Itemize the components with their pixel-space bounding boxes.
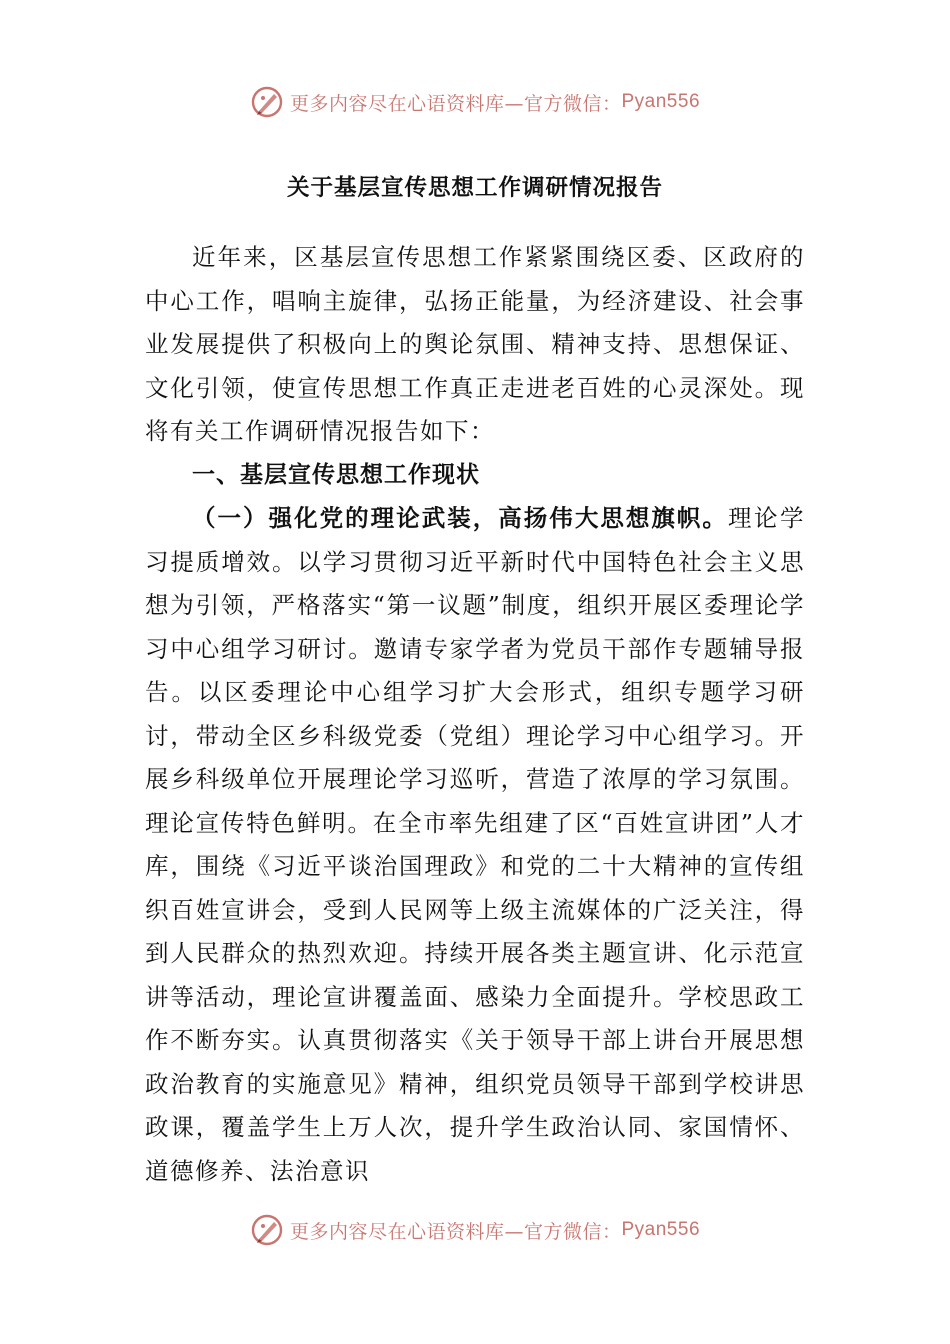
quill-logo-icon bbox=[250, 85, 284, 119]
document-body bbox=[145, 236, 805, 1193]
intro-paragraph: 近年来，区基层宣传思想工作紧紧围绕区委、区政府的中心工作，唱响主旋律，弘扬正能量，为经济建设、社会事业发展提供了积极向上的舆论氛围、精神支持、思想保证、文化引领，使宣传思想工作真正走进老百姓的心灵深处。现将有关工作调研情况报告如下： bbox=[145, 243, 805, 445]
quill-logo-icon bbox=[250, 1213, 284, 1247]
subsection-body: 理论学习提质增效。以学习贯彻习近平新时代中国特色社会主义思想为引领，严格落实“第一议题”制度，组织开展区委理论学习中心组学习研讨。邀请专家学者为党员干部作专题辅导报告。以区委理论中心组学习扩大会形式，组织专题学习研讨，带动全区乡科级党委（党组）理论学习中心组学习。开展乡科级单位开展理论学习巡听，营造了浓厚的学习氛围。理论宣传特色鲜明。在全市率先组建了区“百姓宣讲团”人才库，围绕《习近平谈治国理政》和党的二十大精神的宣传组织百姓宣讲会，受到人民网等上级主流媒体的广泛关注，得到人民群众的热烈欢迎。持续开展各类主题宣讲、化示范宣讲等活动，理论宣讲覆盖面、感染力全面提升。学校思政工作不断夯实。认真贯彻落实《关于领导干部上讲台开展思想政治教育的实施意见》精神，组织党员领导干部到学校讲思政课，覆盖学生上万人次，提升学生政治认同、家国情怀、道德修养、法治意识 bbox=[145, 504, 806, 1185]
footer-watermark-text: 更多内容尽在心语资料库—官方微信： bbox=[289, 1220, 622, 1243]
header-watermark-text: 更多内容尽在心语资料库—官方微信： bbox=[289, 92, 622, 115]
subsection-lead: （一）强化党的理论武装，高扬伟大思想旗帜。 bbox=[192, 504, 728, 532]
footer-watermark-id: Pyan556 bbox=[621, 1219, 701, 1240]
footer-watermark-banner bbox=[0, 1210, 950, 1250]
header-watermark-banner bbox=[0, 82, 950, 122]
header-watermark-id: Pyan556 bbox=[621, 91, 701, 112]
subsection-paragraph bbox=[145, 497, 805, 1193]
document-title: 关于基层宣传思想工作调研情况报告 bbox=[286, 175, 663, 201]
section-heading: 一、基层宣传思想工作现状 bbox=[192, 461, 480, 488]
